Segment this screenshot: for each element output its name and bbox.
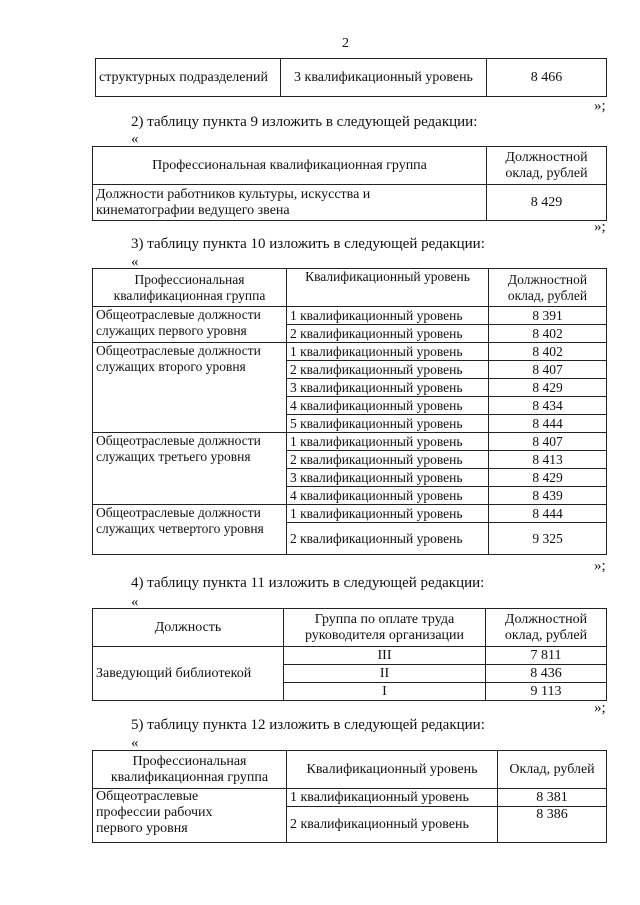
paragraph-5: 5) таблицу пункта 12 изложить в следующей редакции: (131, 717, 485, 733)
pay-group-cell: III (284, 647, 486, 665)
salary-cell: 8 434 (489, 397, 607, 415)
closing-quote: »; (594, 219, 606, 235)
header-salary: Должностной оклад, рублей (486, 609, 607, 647)
header-group: Профессиональная квалификационная группа (93, 751, 287, 789)
paragraph-2: 2) таблицу пункта 9 изложить в следующей редакции: (131, 114, 478, 130)
level-cell: 3 квалификационный уровень (287, 469, 489, 487)
header-salary: Оклад, рублей (498, 751, 607, 789)
salary-cell: 8 439 (489, 487, 607, 505)
opening-quote: « (131, 131, 139, 147)
salary-cell: 8 436 (486, 665, 607, 683)
level-cell: 2 квалификационный уровень (287, 807, 498, 843)
closing-quote: »; (594, 700, 606, 716)
paragraph-4: 4) таблицу пункта 11 изложить в следующей редакции: (131, 575, 485, 591)
pay-group-cell: II (284, 665, 486, 683)
level-cell: 1 квалификационный уровень (287, 343, 489, 361)
salary-cell: 8 391 (489, 307, 607, 325)
table-cell-group: структурных подразделений (96, 59, 281, 97)
opening-quote: « (131, 735, 139, 751)
group-name: Общеотраслевые должности служащих третьего уровня (93, 433, 287, 505)
group-name: Общеотраслевые профессии рабочих первого уровня (93, 789, 287, 843)
level-cell: 1 квалификационный уровень (287, 433, 489, 451)
group-name: Общеотраслевые должности служащих второго уровня (93, 343, 287, 433)
row-group: Должности работников культуры, искусства и кинематографии ведущего звена (93, 185, 487, 221)
opening-quote: « (131, 594, 139, 610)
header-group: Профессиональная квалификационная группа (93, 269, 287, 307)
salary-cell: 9 325 (489, 523, 607, 555)
salary-cell: 8 444 (489, 505, 607, 523)
header-salary: Должностной оклад, рублей (487, 147, 607, 185)
group-name: Общеотраслевые должности служащих первого уровня (93, 307, 287, 343)
opening-quote: « (131, 254, 139, 270)
header-level: Квалификационный уровень (287, 751, 498, 789)
salary-cell: 8 386 (498, 807, 607, 843)
level-cell: 2 квалификационный уровень (287, 325, 489, 343)
table-cell-level: 3 квалификационный уровень (281, 59, 487, 97)
level-cell: 4 квалификационный уровень (287, 487, 489, 505)
table-point-11 (92, 608, 607, 701)
group-name: Общеотраслевые должности служащих четвертого уровня (93, 505, 287, 555)
header-group: Профессиональная квалификационная группа (93, 147, 487, 185)
row-salary: 8 429 (487, 185, 607, 221)
position-name: Заведующий библиотекой (93, 647, 284, 701)
table-point-10 (92, 268, 607, 555)
level-cell: 2 квалификационный уровень (287, 361, 489, 379)
salary-cell: 8 429 (489, 379, 607, 397)
level-cell: 2 квалификационный уровень (287, 451, 489, 469)
salary-cell: 8 407 (489, 361, 607, 379)
header-salary: Должностной оклад, рублей (489, 269, 607, 307)
salary-cell: 8 402 (489, 343, 607, 361)
salary-cell: 8 402 (489, 325, 607, 343)
table-continuation (95, 58, 607, 97)
closing-quote: »; (594, 98, 606, 114)
level-cell: 1 квалификационный уровень (287, 789, 498, 807)
level-cell: 4 квалификационный уровень (287, 397, 489, 415)
level-cell: 1 квалификационный уровень (287, 505, 489, 523)
paragraph-3: 3) таблицу пункта 10 изложить в следующей редакции: (131, 236, 485, 252)
level-cell: 2 квалификационный уровень (287, 523, 489, 555)
table-point-12 (92, 750, 607, 843)
page-number: 2 (342, 36, 349, 51)
header-position: Должность (93, 609, 284, 647)
salary-cell: 8 444 (489, 415, 607, 433)
header-pay-group: Группа по оплате труда руководителя организации (284, 609, 486, 647)
salary-cell: 8 407 (489, 433, 607, 451)
level-cell: 1 квалификационный уровень (287, 307, 489, 325)
header-level: Квалификационный уровень (287, 269, 489, 307)
level-cell: 5 квалификационный уровень (287, 415, 489, 433)
salary-cell: 8 413 (489, 451, 607, 469)
level-cell: 3 квалификационный уровень (287, 379, 489, 397)
pay-group-cell: I (284, 683, 486, 701)
table-cell-salary: 8 466 (487, 59, 607, 97)
salary-cell: 8 381 (498, 789, 607, 807)
salary-cell: 7 811 (486, 647, 607, 665)
salary-cell: 9 113 (486, 683, 607, 701)
closing-quote: »; (594, 558, 606, 574)
salary-cell: 8 429 (489, 469, 607, 487)
table-point-9 (92, 146, 607, 221)
